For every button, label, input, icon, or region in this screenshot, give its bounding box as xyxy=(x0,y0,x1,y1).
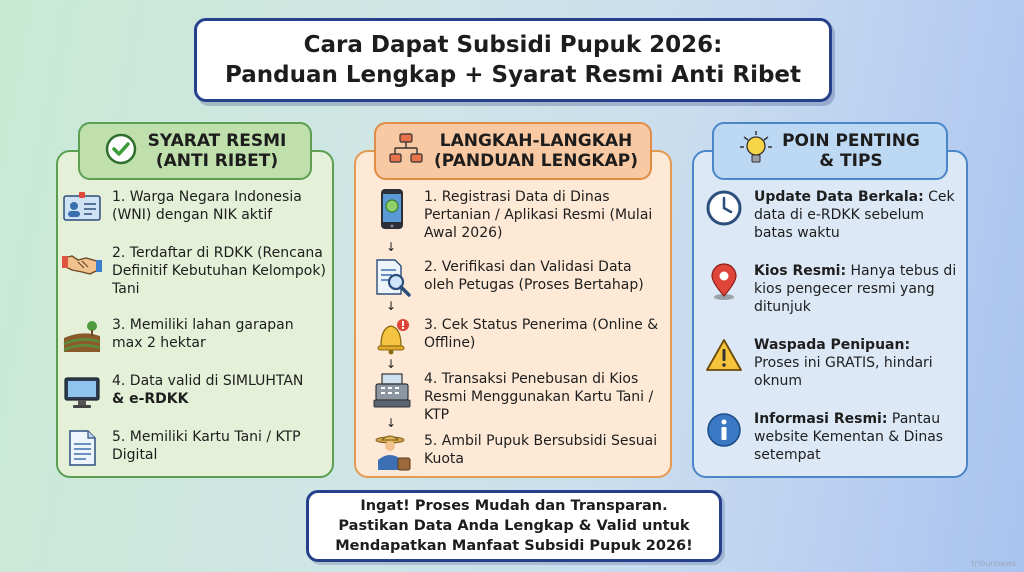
warning-icon xyxy=(704,336,744,376)
poin-item-3-body: Proses ini GRATIS, hindari oknum xyxy=(754,355,933,389)
syarat-header xyxy=(78,122,312,180)
syarat-header-line-1: SYARAT RESMI xyxy=(147,131,287,151)
langkah-item-5 xyxy=(372,432,668,472)
poin-item-1 xyxy=(704,188,964,242)
syarat-item-1 xyxy=(62,188,330,228)
langkah-item-4-text: 4. Transaksi Penebusan di Kios Resmi Menggunakan Kartu Tani / KTP xyxy=(424,371,654,423)
title-line-2: Panduan Lengkap + Syarat Resmi Anti Ribet xyxy=(224,62,802,88)
document-icon xyxy=(62,428,102,468)
langkah-item-5-text: 5. Ambil Pupuk Bersubsidi Sesuai Kuota xyxy=(424,433,658,467)
poin-item-3 xyxy=(704,336,964,390)
langkah-item-1 xyxy=(372,188,668,242)
poin-item-1-bold: Update Data Berkala: xyxy=(754,189,924,205)
clock-icon xyxy=(704,188,744,228)
step-arrow-4: ↓ xyxy=(386,416,397,430)
info-icon xyxy=(704,410,744,450)
cash-register-icon xyxy=(372,370,412,410)
step-arrow-1: ↓ xyxy=(386,240,397,254)
syarat-item-3 xyxy=(62,316,330,356)
langkah-item-1-text: 1. Registrasi Data di Dinas Pertanian / Aplikasi Resmi (Mulai Awal 2026) xyxy=(424,189,653,241)
poin-item-4-bold: Informasi Resmi: xyxy=(754,411,888,427)
farmer-icon xyxy=(372,432,412,472)
checkmark-icon xyxy=(104,132,138,170)
langkah-item-3-text: 3. Cek Status Penerima (Online & Offline) xyxy=(424,317,659,351)
syarat-item-4-text-a: 4. Data valid di SIMLUHTAN xyxy=(112,373,304,389)
poin-item-2-bold: Kios Resmi: xyxy=(754,263,847,279)
step-arrow-2: ↓ xyxy=(386,299,397,313)
poin-item-4-text xyxy=(754,410,962,464)
handshake-icon xyxy=(62,244,102,284)
reminder-line-1: Ingat! Proses Mudah dan Transparan. xyxy=(360,498,668,514)
poin-item-3-text xyxy=(754,336,962,390)
poin-item-2-text xyxy=(754,262,962,316)
poin-item-3-bold: Waspada Penipuan: xyxy=(754,337,911,353)
langkah-header-line-1: LANGKAH-LANGKAH xyxy=(439,131,633,151)
title-box xyxy=(194,18,832,102)
langkah-header-line-2: (PANDUAN LENGKAP) xyxy=(434,151,638,171)
syarat-item-4-text xyxy=(112,372,326,408)
langkah-item-2 xyxy=(372,258,668,298)
magnifier-document-icon xyxy=(372,258,412,298)
poin-item-1-body: Cek data di e-RDKK sebelum batas waktu xyxy=(754,189,955,241)
langkah-item-3 xyxy=(372,316,668,356)
langkah-item-4 xyxy=(372,370,668,424)
syarat-header-line-2: (ANTI RIBET) xyxy=(155,151,279,171)
langkah-header xyxy=(374,122,652,180)
reminder-line-3: Mendapatkan Manfaat Subsidi Pupuk 2026! xyxy=(335,538,693,554)
poin-header-line-2: & TIPS xyxy=(819,151,883,171)
bell-alert-icon xyxy=(372,316,412,356)
poin-item-4-body: Pantau website Kementan & Dinas setempat xyxy=(754,411,944,463)
poin-item-2-body: Hanya tebus di kios pengecer resmi yang ditunjuk xyxy=(754,263,957,315)
syarat-item-1-text: 1. Warga Negara Indonesia (WNI) dengan NIK aktif xyxy=(112,189,302,223)
poin-header xyxy=(712,122,948,180)
syarat-item-4 xyxy=(62,372,330,412)
lightbulb-icon xyxy=(740,131,772,171)
watermark: tribunnews xyxy=(971,559,1016,568)
smartphone-icon xyxy=(372,188,412,228)
poin-item-1-text xyxy=(754,188,962,242)
reminder-line-2: Pastikan Data Anda Lengkap & Valid untuk xyxy=(338,518,690,534)
syarat-item-3-text: 3. Memiliki lahan garapan max 2 hektar xyxy=(112,317,294,351)
poin-item-4 xyxy=(704,410,964,464)
poin-header-line-1: POIN PENTING xyxy=(782,131,920,151)
syarat-item-5-text: 5. Memiliki Kartu Tani / KTP Digital xyxy=(112,429,301,463)
title-line-1: Cara Dapat Subsidi Pupuk 2026: xyxy=(303,32,723,58)
langkah-item-2-text: 2. Verifikasi dan Validasi Data oleh Petugas (Proses Bertahap) xyxy=(424,259,644,293)
monitor-icon xyxy=(62,372,102,412)
syarat-item-2-text: 2. Terdaftar di RDKK (Rencana Definitif Kebutuhan Kelompok) Tani xyxy=(112,245,326,297)
farmland-icon xyxy=(62,316,102,356)
flowchart-icon xyxy=(388,132,424,170)
reminder-box xyxy=(306,490,722,562)
id-card-icon xyxy=(62,188,102,228)
syarat-item-2 xyxy=(62,244,330,298)
syarat-item-5 xyxy=(62,428,330,468)
syarat-item-4-text-b: & e-RDKK xyxy=(112,391,189,407)
poin-item-2 xyxy=(704,262,964,316)
location-pin-icon xyxy=(704,262,744,302)
step-arrow-3: ↓ xyxy=(386,357,397,371)
